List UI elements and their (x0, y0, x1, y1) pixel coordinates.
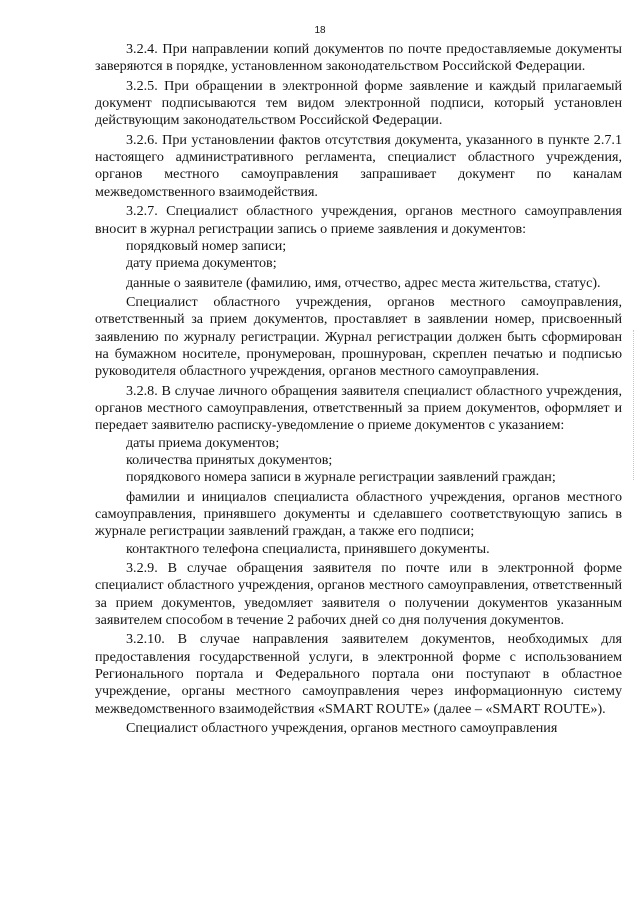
list-3-2-8 (95, 435, 622, 558)
list-3-2-7 (95, 238, 622, 292)
list-item: количества принятых документов; (126, 451, 333, 468)
paragraph-3-2-5: 3.2.5. При обращении в электронной форме заявление и каждый прилагаемый документ подписываются тем видом электронной подписи, который установлен действующим законодательством Российской Федерации. (95, 77, 622, 129)
paragraph-specialist-continued: Специалист областного учреждения, органов местного самоуправления (126, 720, 558, 737)
paragraph-3-2-4: 3.2.4. При направлении копий документов по почте предоставляемые документы заверяются в порядке, установленном законодательством Российской Федерации. (95, 41, 622, 75)
paragraph-3-2-10: 3.2.10. В случае направления заявителем документов, необходимых для предоставления государственной услуги, в электронной форме с использованием Регионального портала и Федерального портала они поступают в областное учреждение, органы местного самоуправления через информационную систему межведомственного взаимодействия «SMART ROUTE» (далее – «SMART ROUTE»). (95, 631, 622, 717)
list-item: дату приема документов; (126, 255, 277, 272)
list-item: фамилии и инициалов специалиста областного учреждения, органов местного самоуправления, принявшего документы и сделавшего соответствующую запись в журнале регистрации заявлений граждан, а также его подписи; (95, 488, 622, 540)
paragraph-3-2-9: 3.2.9. В случае обращения заявителя по почте или в электронной форме специалист областного учреждения, органов местного самоуправления, ответственный за прием документов, уведомляет заявителя о получении документов указанным заявителем способом в течение 2 рабочих дней со дня получения документов. (95, 560, 622, 628)
list-item: данные о заявителе (фамилию, имя, отчество, адрес места жительства, статус). (126, 274, 601, 291)
document-body (95, 41, 622, 737)
scan-margin-mark (632, 330, 634, 480)
paragraph-3-2-8: 3.2.8. В случае личного обращения заявителя специалист областного учреждения, органов местного самоуправления, ответственный за прием документов, оформляет и передает заявителю расписку-уведомление о приеме документов с указанием: (95, 382, 622, 434)
list-item: порядковый номер записи; (126, 237, 287, 254)
list-item: порядкового номера записи в журнале регистрации заявлений граждан; (126, 469, 556, 486)
list-item: даты приема документов; (126, 434, 280, 451)
paragraph-3-2-7: 3.2.7. Специалист областного учреждения, органов местного самоуправления вносит в журнал регистрации запись о приеме заявления и документов: (95, 203, 622, 237)
page-number: 18 (314, 25, 326, 36)
paragraph-specialist-journal: Специалист областного учреждения, органов местного самоуправления, ответственный за прием документов, проставляет в заявлении номер, присвоенный заявлению по журналу регистрации. Журнал регистрации должен быть сформирован на бумажном носителе, пронумерован, прошнурован, скреплен печатью и подписью руководителя областного учреждения, органов местного самоуправления. (95, 294, 622, 380)
paragraph-3-2-6: 3.2.6. При установлении фактов отсутствия документа, указанного в пункте 2.7.1 настоящего административного регламента, специалист областного учреждения, органов местного самоуправления запрашивает документ по каналам межведомственного взаимодействия. (95, 131, 622, 200)
list-item: контактного телефона специалиста, принявшего документы. (126, 540, 490, 557)
